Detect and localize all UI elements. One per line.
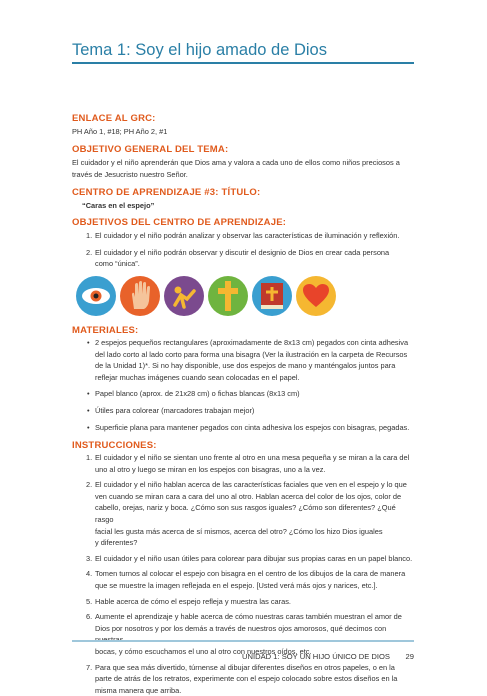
footer-divider (72, 640, 414, 642)
list-item: 1. El cuidador y el niño podrán analizar y observar las características de iluminación y reflexión. (72, 230, 414, 242)
list-item: 2. El cuidador y el niño podrán observar y discutir el designio de Dios en crear cada persona como “única”. (72, 247, 414, 270)
bible-icon (252, 276, 292, 316)
heart-icon (296, 276, 336, 316)
footer-unit-title: UNIDAD 1: SOY UN HIJO ÚNICO DE DIOS (242, 652, 390, 661)
hand-icon (120, 276, 160, 316)
person-stretch-icon (164, 276, 204, 316)
cross-icon (208, 276, 248, 316)
title-divider (72, 62, 414, 64)
list-item: 4. Tomen turnos al colocar el espejo con bisagra en el centro de los dibujos de la cara de manera que se muestre la imagen reflejada en el espejo. [Usted verá más ojos y narices, etc.]. (72, 568, 414, 591)
page-number: 29 (406, 652, 414, 661)
objetivo-line: El cuidador y el niño aprenderán que Dios ama y valora a cada uno de ellos como niños preciosos a (72, 157, 412, 169)
objetivos-centro-heading: OBJETIVOS DEL CENTRO DE APRENDIZAJE: (72, 217, 286, 229)
theme-icons (76, 276, 336, 316)
materiales-list (72, 337, 414, 433)
list-item: 5. Hable acerca de cómo el espejo refleja y muestra las caras. (72, 596, 414, 608)
materiales-heading: MATERIALES: (72, 325, 138, 337)
list-item: 6. Aumente el aprendizaje y hable acerca de cómo nuestras caras también muestran el amor de Dios por nosotros y por los demás a través de nuestros ojos amorosos, qué decimos con bocas, y cómo escuchamos el uno al otro con nuestros oídos, etc. (72, 611, 414, 657)
objetivo-text (72, 157, 412, 180)
objetivos-centro-list (72, 230, 414, 270)
list-item: • Papel blanco (aprox. de 21x28 cm) o fichas blancas (8x13 cm) (72, 388, 414, 400)
centro-title: “Caras en el espejo” (82, 200, 154, 212)
page-content (72, 40, 414, 64)
objetivo-heading: OBJETIVO GENERAL DEL TEMA: (72, 144, 228, 156)
enlace-text: PH Año 1, #18; PH Año 2, #1 (72, 126, 167, 138)
enlace-heading: ENLACE AL GRC: (72, 113, 156, 125)
list-item: • Útiles para colorear (marcadores trabajan mejor) (72, 405, 414, 417)
list-item: • 2 espejos pequeños rectangulares (aproximadamente de 8x13 cm) pegados con cinta adhesiva del lado corto al lado corto para forma una bisagra (Ver la ilustración en la carpeta de Recursos de la Unidad 1)*. Si no hay disponible, use dos espejos de mano y manténgalos juntos para reflejar muchas imágenes cuando sean colocadas en el papel. (72, 337, 414, 383)
list-item: 2. El cuidador y el niño hablan acerca de las características faciales que ven en el espejo y lo que ven cuando se miran cara a cara del uno al otro. Hablan acerca del color de los ojos, color de cabello, orejas, nariz y boca. ¿Cómo son sus rasgos iguales? ¿Cómo son diferentes? ¿Qué rasgo facial les gusta más acerca de sí mismos, acerca del otro? ¿Cómo los hizo Dios iguales y diferentes? (72, 479, 414, 549)
list-item: 3. El cuidador y el niño usan útiles para colorear para dibujar sus propias caras en un papel blanco. (72, 553, 414, 565)
list-item: 1. El cuidador y el niño se sientan uno frente al otro en una mesa pequeña y se miran a la cara del uno al otro y luego se miran en los espejos con bisagras, uno a la vez. (72, 452, 414, 475)
instrucciones-heading: INSTRUCCIONES: (72, 440, 157, 452)
list-item: 7. Para que sea más divertido, túrnense al dibujar diferentes diseños en otros papeles, o en la parte de atrás de los retratos, experimente con el espejo colocado sobre estos diseños en la misma manera que arriba. (72, 662, 414, 696)
objetivo-line: través de Jesucristo nuestro Señor. (72, 169, 412, 181)
page-title: Tema 1: Soy el hijo amado de Dios (72, 40, 414, 60)
eye-icon (76, 276, 116, 316)
list-item: • Superficie plana para mantener pegados con cinta adhesiva los espejos con bisagras, pegadas. (72, 422, 414, 434)
centro-heading: CENTRO DE APRENDIZAJE #3: TÍTULO: (72, 187, 260, 199)
